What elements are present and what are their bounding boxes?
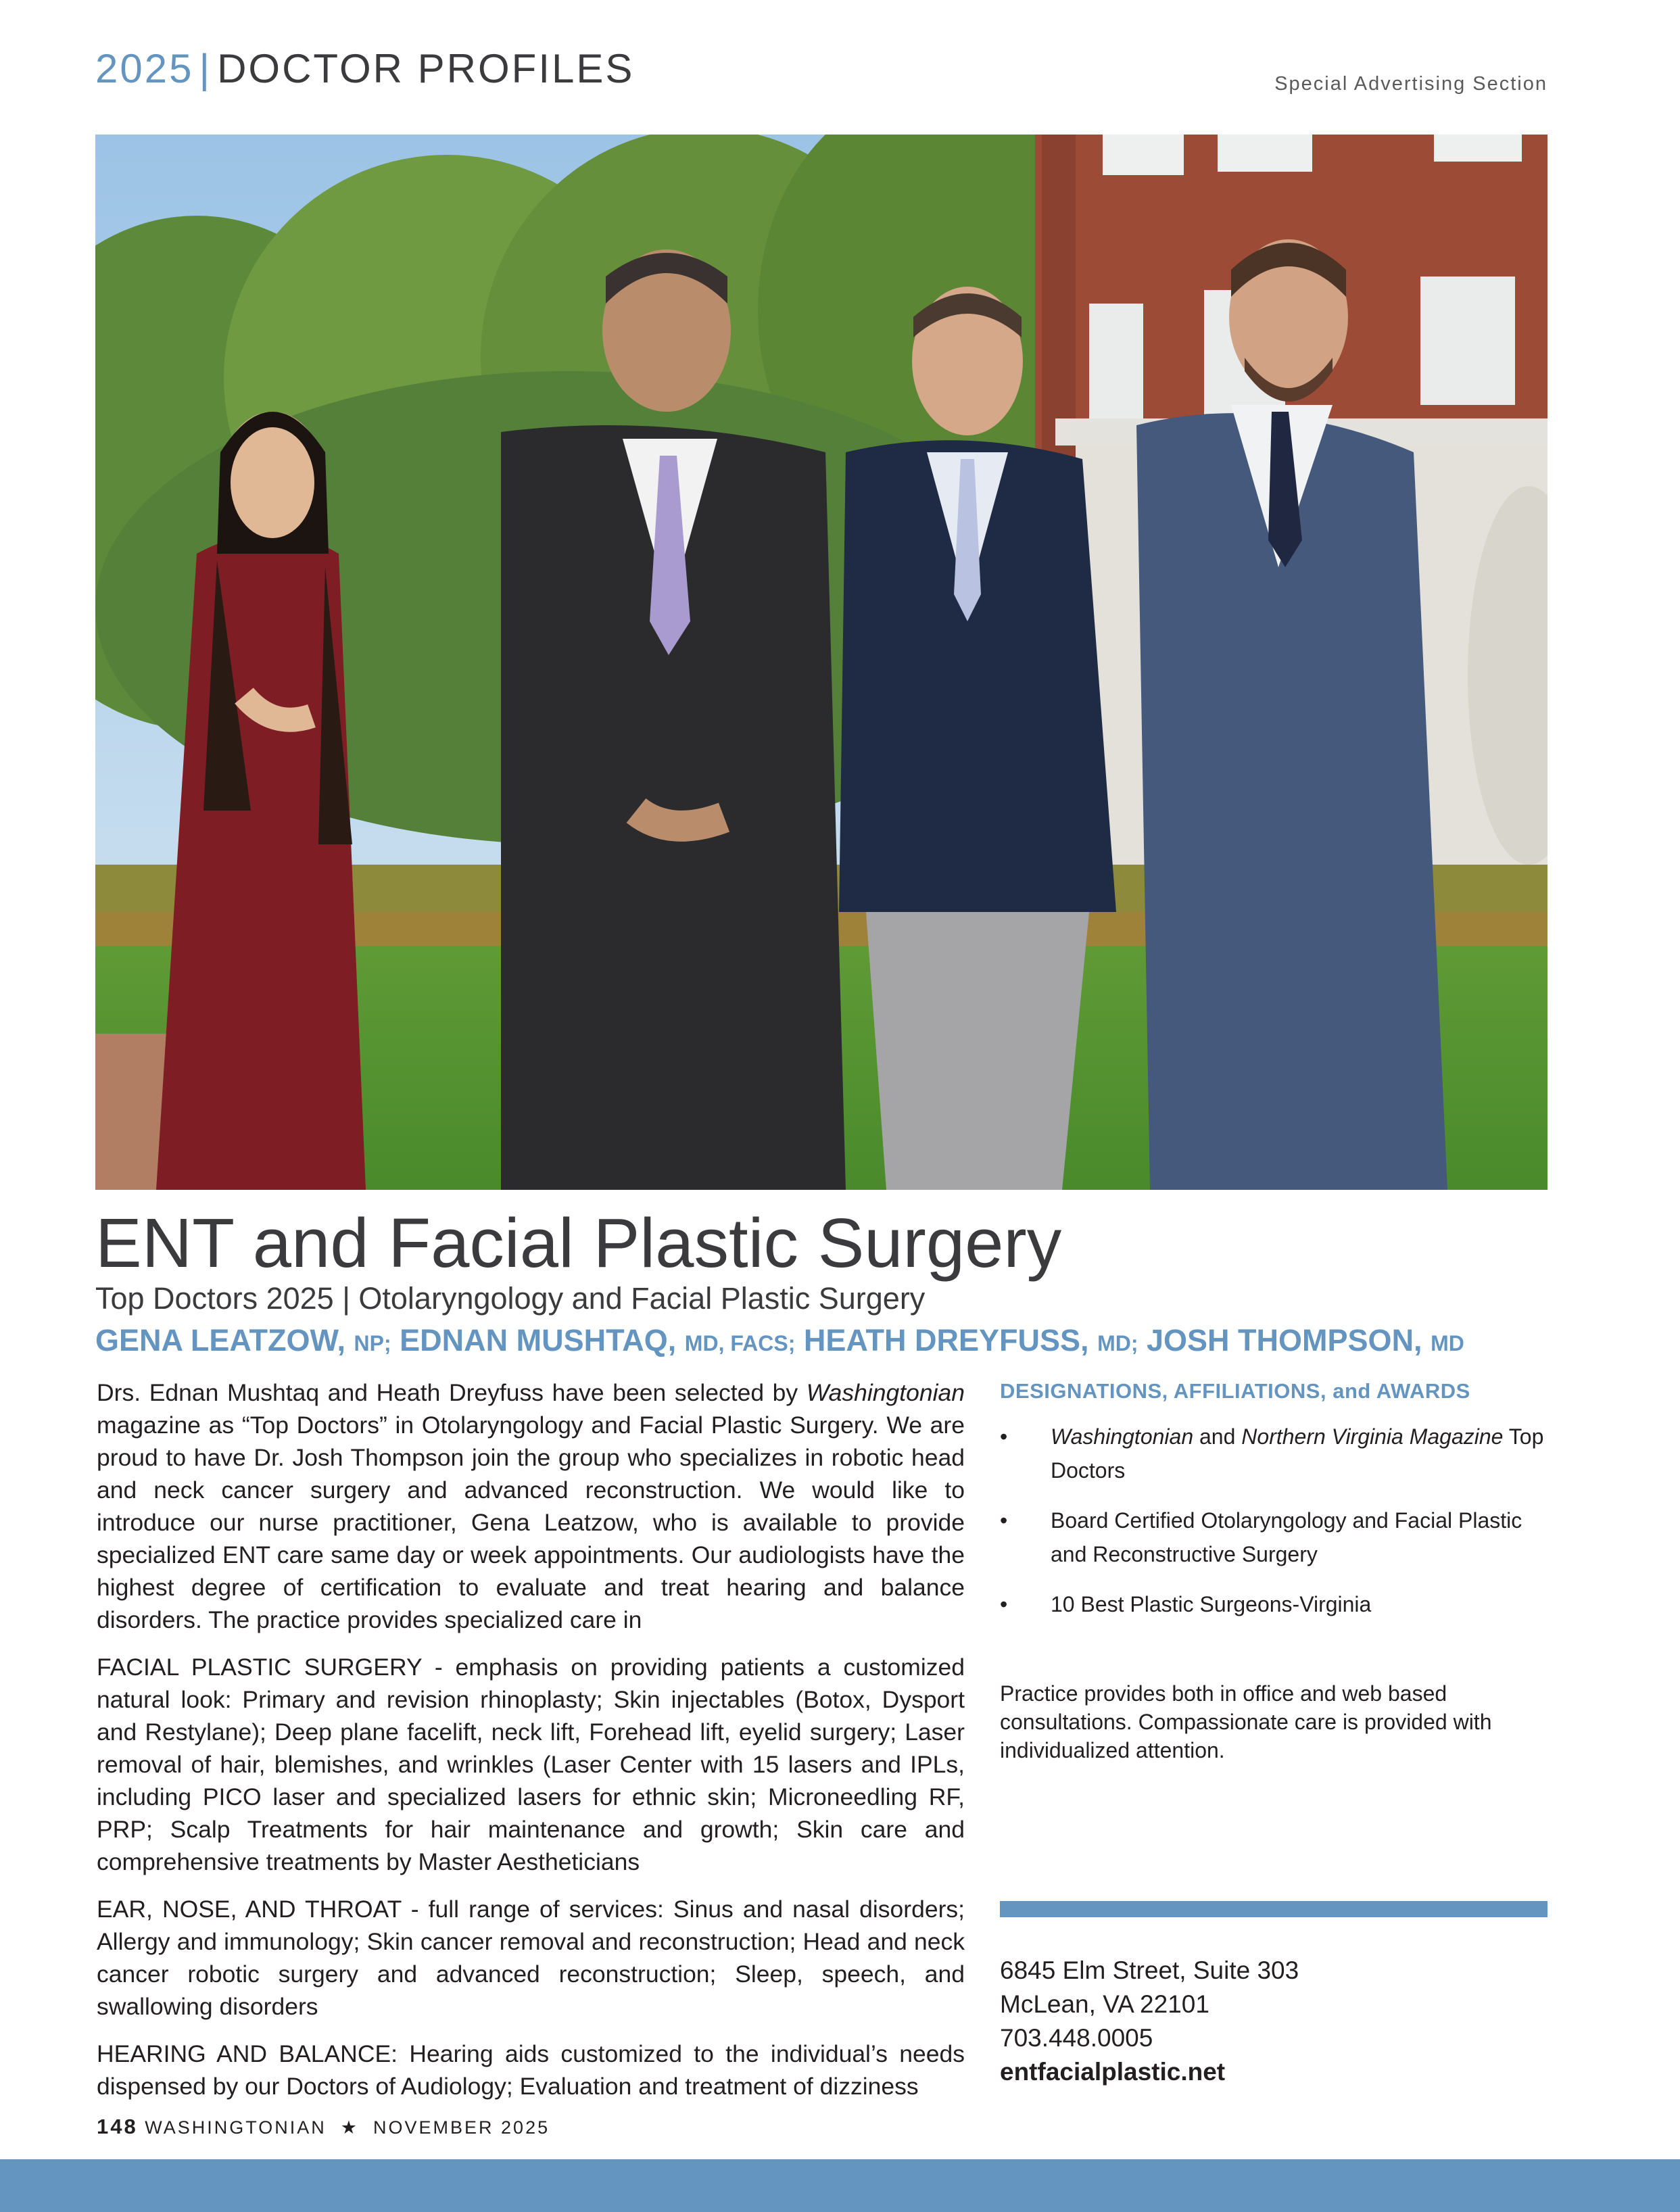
doctor-credentials: MD [1431, 1331, 1464, 1355]
doctor-name: HEATH DREYFUSS, [803, 1323, 1089, 1357]
contact-block [1000, 1954, 1299, 2089]
award-publication: Washingtonian [1051, 1424, 1194, 1449]
award-item [1000, 1587, 1547, 1621]
consultation-note: Practice provides both in office and web based consultations. Compassionate care is provided with individualized attention. [1000, 1681, 1492, 1762]
awards-heading: DESIGNATIONS, AFFILIATIONS, and AWARDS [1000, 1379, 1470, 1403]
page-subtitle: Top Doctors 2025 | Otolaryngology and Facial Plastic Surgery [95, 1281, 926, 1316]
award-item [1000, 1420, 1547, 1487]
address-city: McLean, VA 22101 [1000, 1990, 1209, 2018]
doctor-name: EDNAN MUSHTAQ, [400, 1323, 677, 1357]
intro-text-continued: magazine as “Top Doctors” in Otolaryngology and Facial Plastic Surgery. We are proud to have Dr. Josh Thompson join the group who specializes in robotic head and neck cancer surgery and advanced reconstruction. We would like to introduce our nurse practitioner, Gena Leatzow, who is available to provide specialized ENT care same day or week appointments. Our audiologists have the highest degree of certification to evaluate and treat hearing and balance disorders. The practice provides specialized care in [97, 1412, 965, 1633]
bullet-icon: • [1000, 1424, 1008, 1449]
footer-color-band [0, 2159, 1680, 2212]
award-title: Top Doctors [1051, 1424, 1544, 1483]
advertising-label: Special Advertising Section [1274, 73, 1547, 95]
star-icon: ★ [340, 2117, 359, 2138]
doctor-credentials: MD, FACS; [684, 1331, 796, 1355]
award-conjunction: and [1193, 1424, 1242, 1449]
award-text [1051, 1420, 1547, 1487]
address-street: 6845 Elm Street, Suite 303 [1000, 1956, 1299, 1984]
section-header [95, 46, 635, 91]
doctor-names [95, 1324, 1464, 1357]
intro-text: Drs. Ednan Mushtaq and Heath Dreyfuss have been selected by [97, 1379, 807, 1406]
bullet-icon: • [1000, 1592, 1008, 1616]
header-section-title: DOCTOR PROFILES [217, 46, 635, 91]
page-footer [97, 2115, 550, 2139]
award-publication: Northern Virginia Magazine [1241, 1424, 1504, 1449]
page-number: 148 [97, 2115, 138, 2138]
doctor-credentials: MD; [1097, 1331, 1138, 1355]
header-year: 2025 [95, 46, 194, 91]
page-title: ENT and Facial Plastic Surgery [95, 1204, 1062, 1282]
ent-paragraph: EAR, NOSE, AND THROAT - full range of services: Sinus and nasal disorders; Allergy and immunology; Skin cancer removal and reconstruction; Head and neck cancer robotic surgery and advanced reconstruction; Sleep, speech, and swallowing disorders [97, 1896, 965, 2020]
doctor-name: JOSH THOMPSON, [1147, 1323, 1422, 1357]
award-text: Board Certified Otolaryngology and Facial Plastic and Reconstructive Surgery [1051, 1508, 1522, 1566]
header-separator: | [199, 46, 212, 91]
facial-plastic-paragraph: FACIAL PLASTIC SURGERY - emphasis on providing patients a customized natural look: Primary and revision rhinoplasty; Skin injectables (Botox, Dysport and Restylane); Deep plane facelift, neck lift, Forehead lift, eyelid surgery; Laser removal of hair, blemishes, and wrinkles (Laser Center with 15 lasers and IPLs, including PICO laser and specialized lasers for ethnic skin; Microneedling RF, PRP; Scalp Treatments for hair maintenance and growth; Skin care and comprehensive treatments by Master Aestheticians [97, 1654, 965, 1875]
awards-column [1000, 1379, 1547, 1764]
doctor-name: GENA LEATZOW, [95, 1323, 345, 1357]
divider-bar [1000, 1901, 1547, 1917]
hearing-paragraph: HEARING AND BALANCE: Hearing aids customized to the individual’s needs dispensed by our Doctors of Audiology; Evaluation and treatment of dizziness [97, 2040, 965, 2100]
publication-name: WASHINGTONIAN [145, 2117, 327, 2138]
phone-number: 703.448.0005 [1000, 2024, 1153, 2052]
award-item [1000, 1504, 1547, 1571]
group-portrait-photo [95, 135, 1547, 1190]
doctor-credentials: NP; [354, 1331, 391, 1355]
award-text: 10 Best Plastic Surgeons-Virginia [1051, 1592, 1372, 1616]
bullet-icon: • [1000, 1508, 1008, 1533]
issue-date: NOVEMBER 2025 [373, 2117, 550, 2138]
intro-publication-name: Washingtonian [806, 1379, 965, 1406]
website-link[interactable]: entfacialplastic.net [1000, 2058, 1226, 2086]
body-copy [97, 1376, 965, 2117]
intro-paragraph [97, 1376, 965, 1636]
